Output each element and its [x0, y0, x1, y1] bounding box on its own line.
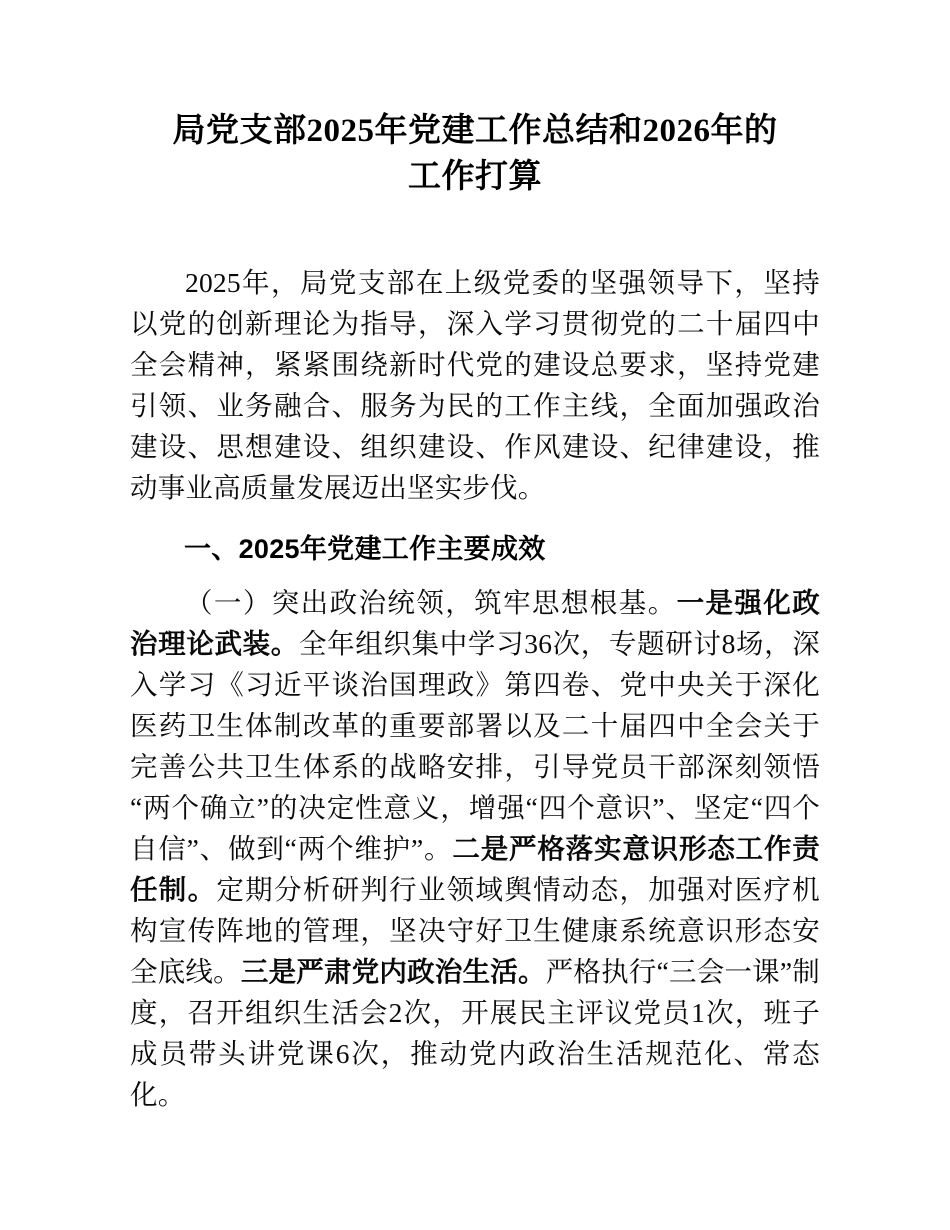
subsection-one-label: （一）突出政治统领，筑牢思想根基。: [185, 587, 677, 618]
emphasis-phrase-2: 二是严格落实意识形态工作责任制。: [130, 833, 820, 905]
subsection-one-paragraph: [130, 582, 820, 1115]
subsection-one-text-2: 定期分析研判行业领域舆情动态，加强对医疗机构宣传阵地的管理，坚决守好卫生健康系统意识形态安全底线。: [130, 874, 820, 987]
emphasis-phrase-1: 一是强化政治理论武装。: [130, 587, 820, 659]
section-heading-one: 一、2025年党建工作主要成效: [184, 534, 546, 564]
page-title-line-1: 局党支部2025年党建工作总结和2026年的: [172, 113, 778, 149]
emphasis-phrase-3: 三是严肃党内政治生活。: [240, 956, 546, 987]
page-title: [130, 0, 820, 200]
page-title-line-2: 工作打算: [408, 159, 542, 195]
intro-paragraph: 2025年，局党支部在上级党委的坚强领导下，坚持以党的创新理论为指导，深入学习贯彻党的二十届四中全会精神，紧紧围绕新时代党的建设总要求，坚持党建引领、业务融合、服务为民的工作主线，全面加强政治建设、思想建设、组织建设、作风建设、纪律建设，推动事业高质量发展迈出坚实步伐。: [130, 267, 820, 503]
subsection-one-text-3: 严格执行“三会一课”制度，召开组织生活会2次，开展民主评议党员1次，班子成员带头讲党课6次，推动党内政治生活规范化、常态化。: [130, 956, 820, 1110]
subsection-one-text-1: 全年组织集中学习36次，专题研讨8场，深入学习《习近平谈治国理政》第四卷、党中央关于深化医药卫生体制改革的重要部署以及二十届四中全会关于完善公共卫生体系的战略安排，引导党员干部深刻领悟“两个确立”的决定性意义，增强“四个意识”、坚定“四个自信”、做到“两个维护”。: [130, 628, 821, 864]
document-content: [130, 0, 820, 1115]
